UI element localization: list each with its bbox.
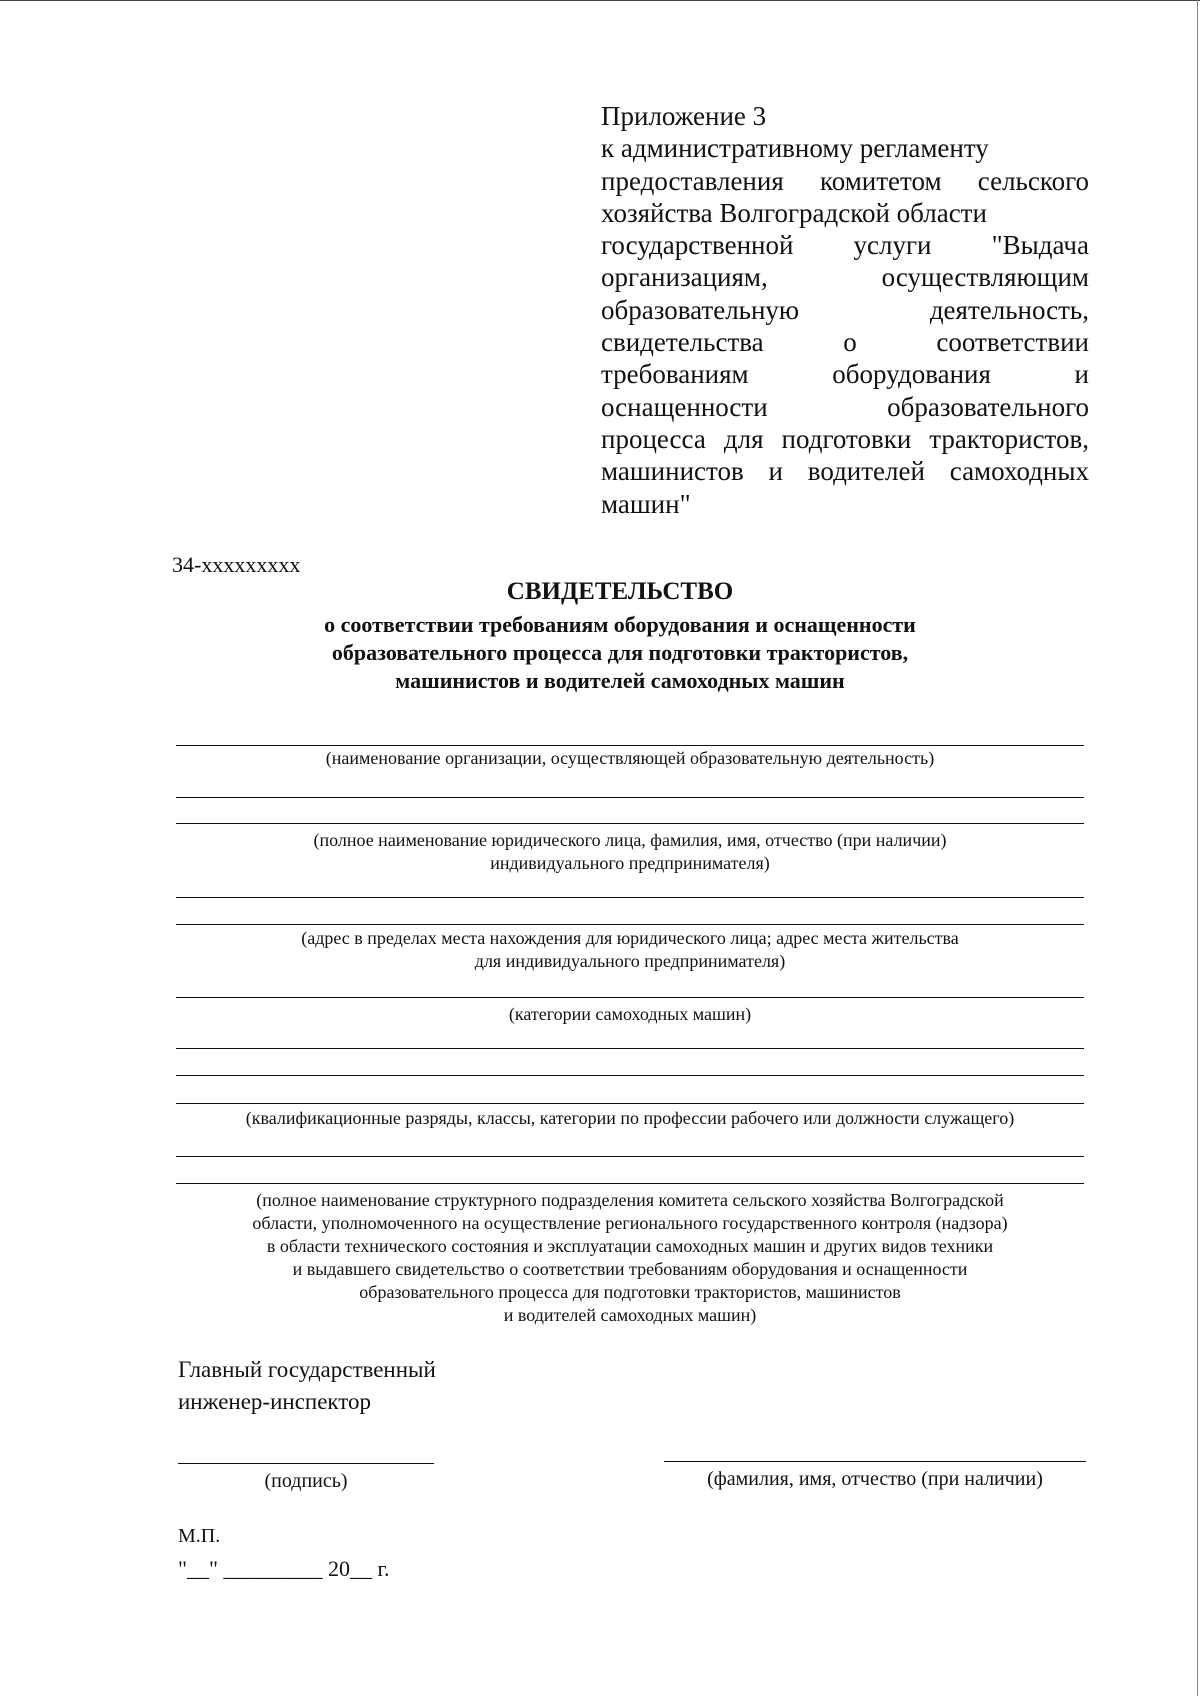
appendix-line: предоставления комитетом сельского (601, 165, 1089, 196)
appendix-line: хозяйства Волгоградской области (601, 197, 987, 228)
caption-line: (адрес в пределах места нахождения для юридического лица; адрес места жительства (301, 928, 959, 948)
appendix-header (601, 100, 1089, 520)
caption-line: (категории самоходных машин) (508, 1004, 752, 1024)
signature-line (178, 1463, 434, 1464)
qualification-caption (176, 1107, 1084, 1130)
appendix-line: Приложение 3 (601, 101, 767, 131)
blank-line (176, 1048, 1084, 1049)
appendix-line: процесса для подготовки трактористов, (601, 423, 1089, 454)
machine-categories-caption (176, 1003, 1084, 1026)
caption-line: (квалификационные разряды, классы, категории по профессии рабочего или должности служащего) (245, 1108, 1015, 1128)
appendix-line: образовательную деятельность, (601, 294, 1089, 325)
legal-entity-caption (176, 829, 1084, 875)
caption-line: образовательного процесса для подготовки трактористов, машинистов (359, 1282, 901, 1302)
stamp-place: М.П. (178, 1525, 221, 1547)
legal-entity-line (176, 823, 1084, 824)
scan-edge-right (1197, 0, 1198, 1696)
blank-line (176, 797, 1084, 798)
appendix-line: организациям, осуществляющим (601, 262, 1089, 293)
subtitle-line: машинистов и водителей самоходных машин (395, 668, 845, 693)
subtitle-line: о соответствии требованиям оборудования и оснащенности (324, 612, 916, 637)
machine-categories-line (176, 997, 1084, 998)
organization-name-line (176, 745, 1084, 746)
role-line: инженер-инспектор (178, 1389, 372, 1414)
scan-edge-top (0, 0, 1200, 1)
caption-line: (полное наименование структурного подразделения комитета сельского хозяйства Волгоградской (256, 1190, 1004, 1210)
role-line: Главный государственный (178, 1357, 436, 1382)
inspector-role (178, 1354, 436, 1418)
appendix-line: требованиям оборудования и (601, 359, 1089, 390)
address-line (176, 924, 1084, 925)
caption-line: в области технического состояния и эксплуатации самоходных машин и других видов техники (266, 1236, 994, 1256)
full-name-caption: (фамилия, имя, отчество (при наличии) (707, 1468, 1043, 1490)
caption-line: (полное наименование юридического лица, фамилия, имя, отчество (при наличии) (313, 830, 947, 850)
appendix-line: свидетельства о соответствии (601, 327, 1089, 358)
caption-line: (наименование организации, осуществляющей образовательную деятельность) (325, 748, 935, 768)
appendix-line: государственной услуги "Выдача (601, 230, 1089, 261)
appendix-line: к административному регламенту (601, 133, 989, 164)
caption-line: и водителей самоходных машин) (503, 1305, 757, 1325)
caption-line: области, уполномоченного на осуществление регионального государственного контроля (надзора) (252, 1213, 1008, 1233)
subtitle-line: образовательного процесса для подготовки трактористов, (331, 640, 909, 665)
date-line: "__" _________ 20__ г. (178, 1556, 390, 1581)
caption-line: и выдавшего свидетельство о соответствии требованиям оборудования и оснащенности (292, 1259, 968, 1279)
blank-line (176, 897, 1084, 898)
organization-name-caption (176, 747, 1084, 770)
address-caption (176, 927, 1084, 973)
certificate-title: СВИДЕТЕЛЬСТВО (506, 578, 734, 605)
full-name-line (664, 1461, 1086, 1462)
appendix-line: машин" (601, 488, 691, 519)
certificate-subtitle (240, 611, 1000, 695)
caption-line: для индивидуального предпринимателя) (474, 951, 786, 971)
signature-caption: (подпись) (264, 1470, 348, 1492)
blank-line (176, 1075, 1084, 1076)
appendix-line: оснащенности образовательного (601, 391, 1089, 422)
department-line (176, 1183, 1084, 1184)
department-caption (176, 1189, 1084, 1327)
blank-line (176, 1156, 1084, 1157)
certificate-number: 34-xxxxxxxxx (172, 552, 301, 577)
appendix-line: машинистов и водителей самоходных (601, 456, 1089, 487)
caption-line: индивидуального предпринимателя) (490, 853, 770, 873)
qualification-line (176, 1103, 1084, 1104)
